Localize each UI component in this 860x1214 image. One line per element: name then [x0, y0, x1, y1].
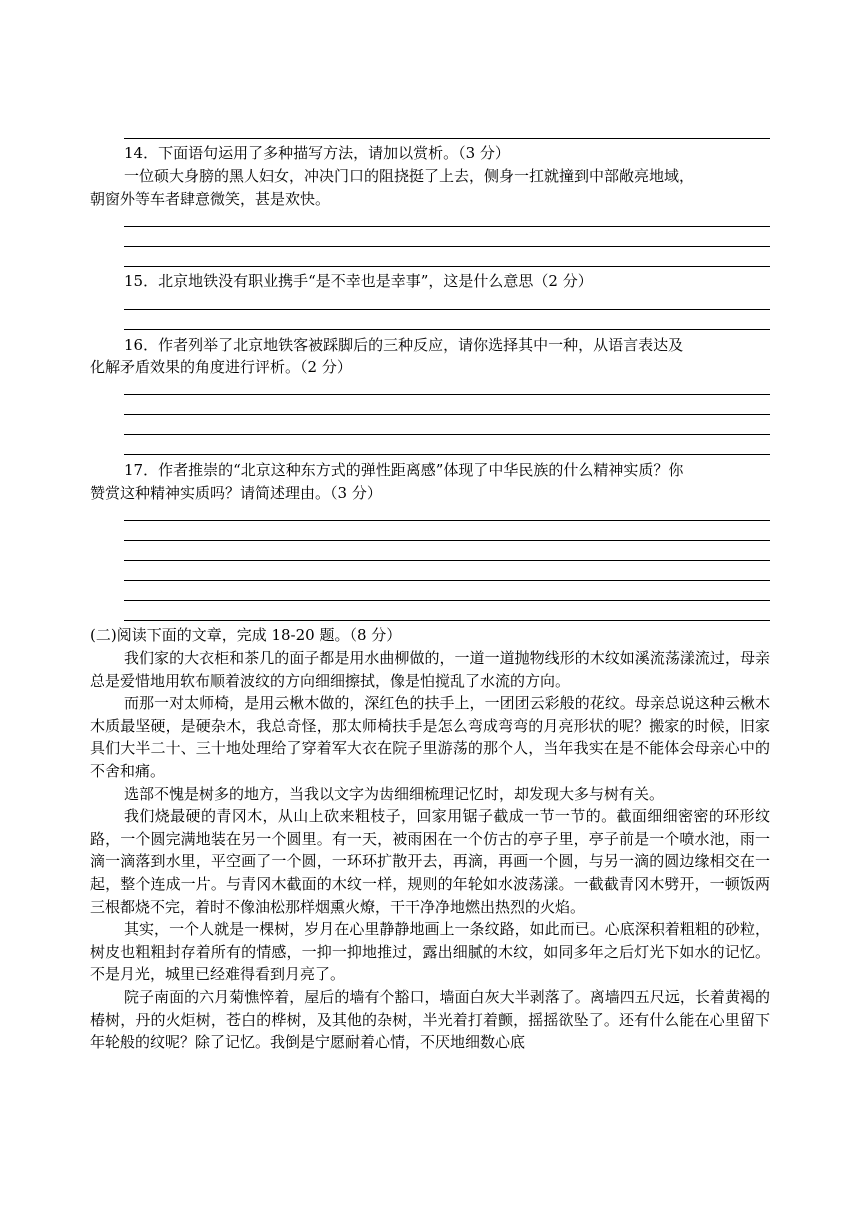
passage-paragraph-3: 选部不愧是树多的地方，当我以文字为齿细细梳理记忆时，却发现大多与树有关。: [124, 784, 665, 803]
passage-paragraph-2: 而那一对太师椅，是用云楸木做的，深红色的扶手上，一团团云彩般的花纹。母亲总说这种云楸木木质最坚硬，是硬杂木，我总奇怪，那太师椅扶手是怎么弯成弯弯的月亮形状的呢？搬家的时候，旧家具们大半二十、三十地处理给了穿着军大衣在院子里游荡的那个人，当年我实在是不能体会母亲心中的不舍和痛。: [90, 694, 770, 780]
q14-question: 14．下面语句运用了多种描写方法，请加以赏析。（3 分）: [124, 144, 510, 162]
answer-line[interactable]: [124, 138, 770, 139]
q17-answer-line-3[interactable]: [124, 560, 770, 561]
passage-paragraph-6: 院子南面的六月菊憔悴着，屋后的墙有个豁口，墙面白灰大半剥落了。离墙四五尺远，长着黄褐的椿树，丹的火炬树，苍白的桦树，及其他的杂树，半光着打着颤，摇摇欲坠了。还有什么能在心里留下年轮般的纹呢？除了记忆。我倒是宁愿耐着心情，不厌地细数心底: [90, 987, 770, 1052]
q15-question: 15．北京地铁没有职业携手“是不幸也是幸事”，这是什么意思（2 分）: [124, 272, 593, 290]
q17-answer-line-4[interactable]: [124, 580, 770, 581]
q14-answer-line-1[interactable]: [124, 226, 770, 227]
q17-question-line2: 赞赏这种精神实质吗？请简述理由。（3 分）: [90, 484, 382, 502]
q16-question-line1: 16．作者列举了北京地铁客被踩脚后的三种反应，请你选择其中一种，从语言表达及: [124, 336, 684, 354]
q14-answer-line-3[interactable]: [124, 266, 770, 267]
q17-question-line1: 17．作者推崇的“北京这种东方式的弹性距离感”体现了中华民族的什么精神实质？你: [124, 461, 684, 479]
q17-answer-line-2[interactable]: [124, 540, 770, 541]
q16-answer-line-3[interactable]: [124, 434, 770, 435]
q16-answer-line-2[interactable]: [124, 414, 770, 415]
section2-heading: (二)阅读下面的文章，完成 18-20 题。（8 分）: [90, 626, 402, 644]
q16-question-line2: 化解矛盾效果的角度进行评析。（2 分）: [90, 358, 352, 376]
q15-answer-line-1[interactable]: [124, 309, 770, 310]
passage-paragraph-5: 其实，一个人就是一棵树，岁月在心里静静地画上一条纹路，如此而已。心底深积着粗粗的砂粒，树皮也粗粗封存着所有的情感，一抑一抑地推过，露出细腻的木纹，如同多年之后灯光下如水的记忆。不是月光，城里已经难得看到月亮了。: [90, 920, 770, 984]
passage-paragraph-4: 我们烧最硬的青冈木，从山上砍来粗枝子，回家用锯子截成一节一节的。截面细细密密的环形纹路，一个圆完满地装在另一个圆里。有一天，被雨困在一个仿古的亭子里，亭子前是一个喷水池，雨一滴一滴落到水里，平空画了一个圆，一环环扩散开去，再滴，再画一个圆，与另一滴的圆边缘相交在一起，整个连成一片。与青冈木截面的木纹一样，规则的年轮如水波荡漾。一截截青冈木劈开，一顿饭两三根都烧不完，着时不像油松那样烟熏火燎，干干净净地燃出热烈的火焰。: [90, 807, 770, 916]
q15-answer-line-2[interactable]: [124, 329, 770, 330]
q17-answer-line-6[interactable]: [124, 620, 770, 621]
q16-answer-line-4[interactable]: [124, 454, 770, 455]
q14-answer-line-2[interactable]: [124, 246, 770, 247]
passage-paragraph-1: 我们家的大衣柜和茶几的面子都是用水曲柳做的，一道一道抛物线形的木纹如溪流荡漾流过，母亲总是爱惜地用软布顺着波纹的方向细细擦拭，像是怕搅乱了水流的方向。: [90, 649, 770, 690]
q14-quote-line1: 一位硕大身膀的黑人妇女，冲决门口的阻挠挺了上去，侧身一扛就撞到中部敞亮地域，: [124, 167, 695, 185]
q17-answer-line-5[interactable]: [124, 600, 770, 601]
q17-answer-line-1[interactable]: [124, 520, 770, 521]
reading-passage: [90, 647, 770, 1054]
q16-answer-line-1[interactable]: [124, 394, 770, 395]
q14-quote-line2: 朝窗外等车者肆意微笑，甚是欢快。: [90, 190, 331, 208]
